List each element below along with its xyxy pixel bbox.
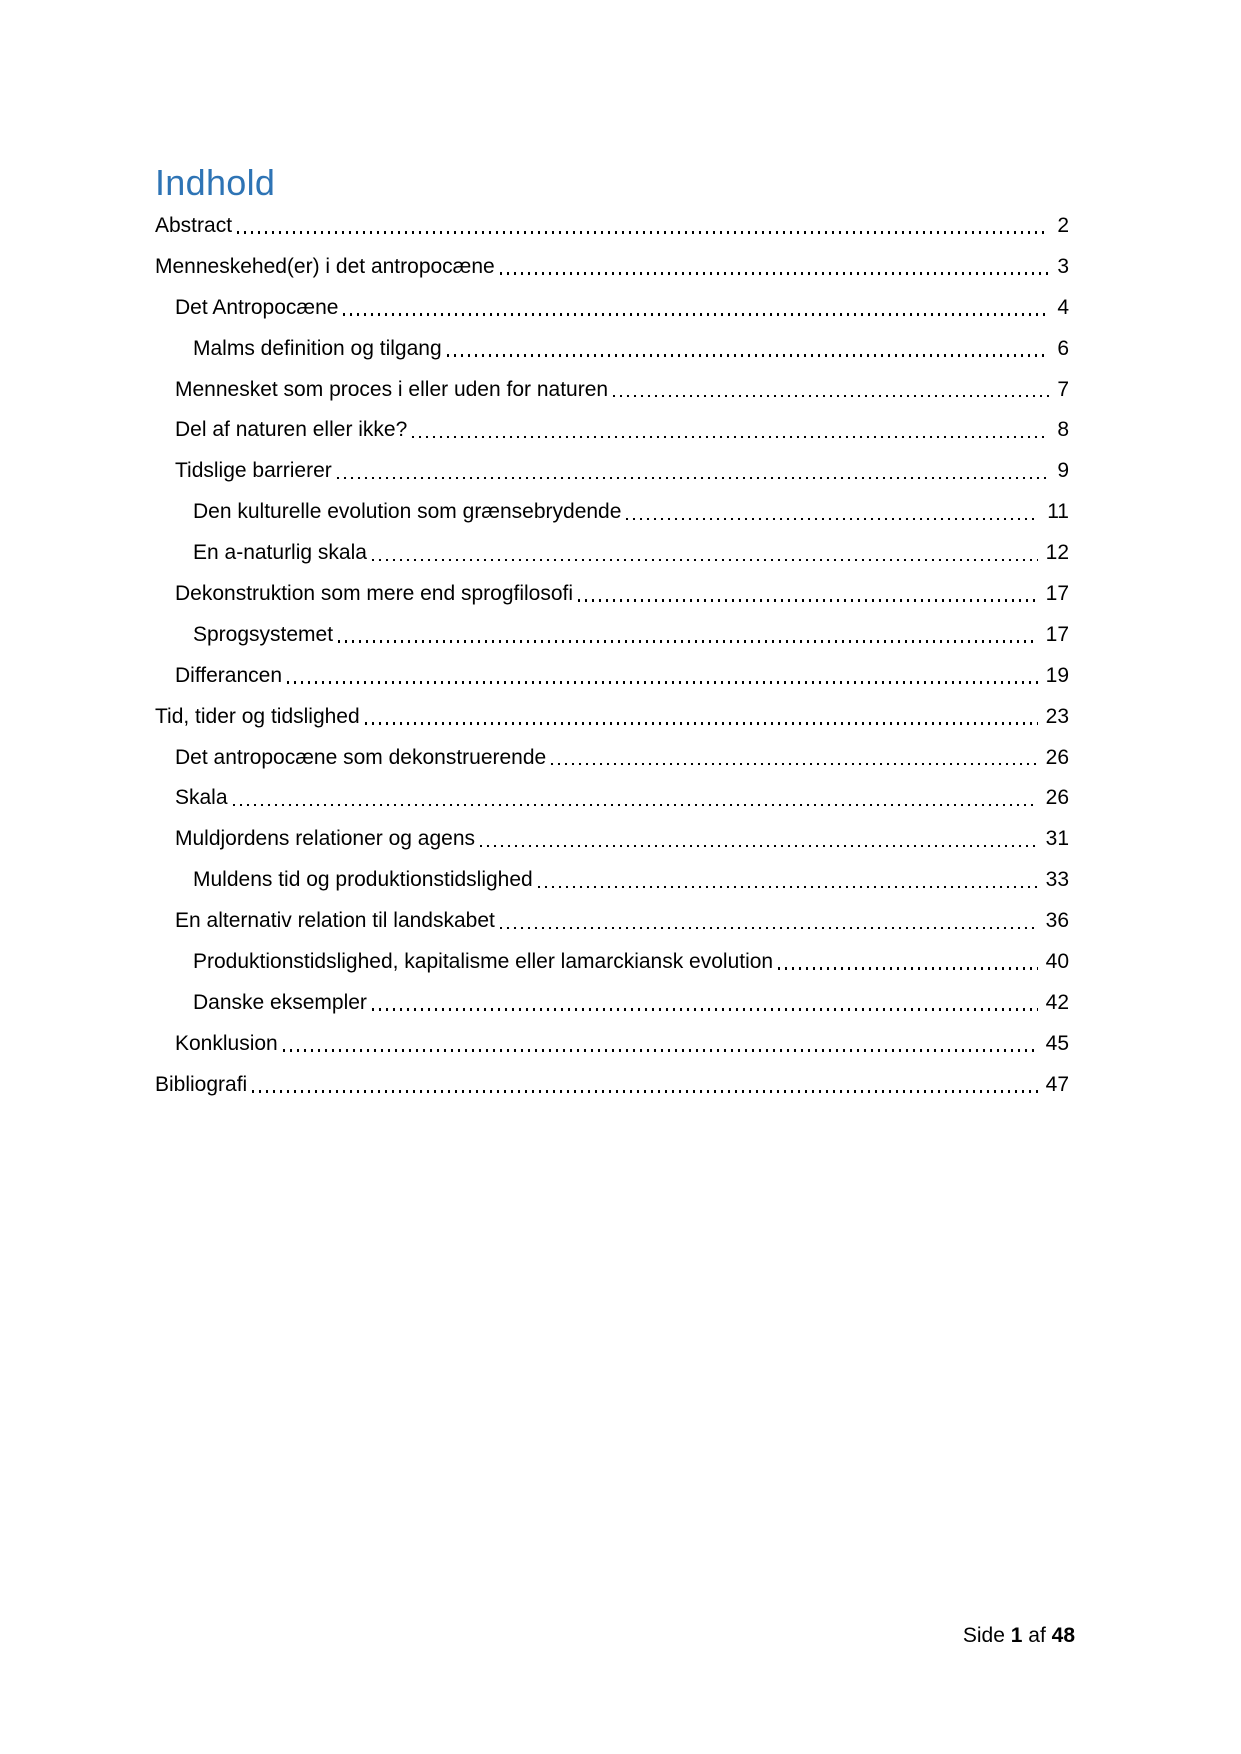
toc-entry-page: 7 [1057, 377, 1069, 401]
toc-entry[interactable] [155, 697, 1069, 738]
toc-entry[interactable] [155, 1065, 1069, 1106]
toc-entry-label: Del af naturen eller ikke? [175, 418, 408, 442]
toc-entry-label: Abstract [155, 214, 233, 237]
toc-entry[interactable] [155, 492, 1069, 533]
toc-dot-leader [626, 518, 1039, 521]
toc-entry[interactable] [155, 533, 1069, 574]
toc-entry-label: Sprogsystemet [193, 622, 334, 646]
page-footer [963, 1623, 1075, 1649]
toc-entry[interactable] [155, 206, 1069, 247]
toc-entry-page: 19 [1045, 663, 1069, 687]
toc-entry-label: Skala [175, 786, 228, 810]
toc-entry-page: 6 [1057, 336, 1069, 360]
toc-entry[interactable] [155, 983, 1069, 1024]
toc-entry-label: Konklusion [175, 1031, 278, 1055]
toc-dot-leader [500, 927, 1038, 930]
toc-entry[interactable] [155, 738, 1069, 779]
toc-entry-page: 42 [1045, 990, 1069, 1014]
toc-entry-page: 33 [1045, 868, 1069, 892]
toc-entry-label: Muldens tid og produktionstidslighed [193, 868, 533, 892]
toc-entry-label: Den kulturelle evolution som grænsebrydende [193, 500, 622, 524]
toc-entry-label: Danske eksempler [193, 990, 367, 1014]
footer-separator: af [1028, 1624, 1046, 1647]
toc-entry-label: Mennesket som proces i eller uden for naturen [175, 377, 609, 401]
toc-entry[interactable] [155, 288, 1069, 329]
toc-dot-leader [233, 804, 1038, 807]
toc-entry-label: Differancen [175, 663, 283, 687]
toc-dot-leader [500, 272, 1050, 275]
toc-entry[interactable] [155, 615, 1069, 656]
toc-entry-label: Det antropocæne som dekonstruerende [175, 745, 547, 769]
toc-dot-leader [778, 967, 1038, 970]
toc-entry[interactable] [155, 451, 1069, 492]
toc-entry-page: 9 [1057, 459, 1069, 483]
toc-entry[interactable] [155, 942, 1069, 983]
toc-dot-leader [538, 886, 1038, 889]
toc-dot-leader [365, 722, 1038, 725]
toc-entry[interactable] [155, 778, 1069, 819]
toc-entry[interactable] [155, 574, 1069, 615]
toc-heading: Indhold [155, 162, 276, 203]
toc-entry-page: 3 [1057, 254, 1069, 278]
toc-entry-page: 26 [1045, 786, 1069, 810]
toc-entry-label: En a-naturlig skala [193, 541, 367, 565]
toc-entry-label: Dekonstruktion som mere end sprogfilosofi [175, 582, 574, 606]
toc-dot-leader [480, 845, 1038, 848]
toc-dot-leader [372, 559, 1038, 562]
toc-entry-label: Muldjordens relationer og agens [175, 827, 476, 851]
toc-entry-label: Tid, tider og tidslighed [155, 704, 360, 728]
toc-dot-leader [372, 1008, 1038, 1011]
toc-dot-leader [613, 395, 1049, 398]
toc-entry-page: 45 [1045, 1031, 1069, 1055]
footer-current-page: 1 [1010, 1624, 1023, 1647]
toc-dot-leader [447, 354, 1050, 357]
toc-entry[interactable] [155, 329, 1069, 370]
toc-entry-label: Bibliografi [155, 1072, 248, 1096]
toc-entry-label: Menneskehed(er) i det antropocæne [155, 254, 495, 278]
toc-entry[interactable] [155, 410, 1069, 451]
toc-dot-leader [252, 1090, 1037, 1093]
toc-entry-page: 40 [1045, 950, 1069, 974]
toc-dot-leader [578, 599, 1038, 602]
toc-dot-leader [551, 763, 1037, 766]
toc-dot-leader [338, 640, 1038, 643]
toc-dot-leader [337, 477, 1050, 480]
toc-entry-page: 36 [1045, 909, 1069, 933]
toc-entry[interactable] [155, 1024, 1069, 1065]
footer-page-label: Side [962, 1624, 1005, 1647]
toc-entry-page: 47 [1045, 1072, 1069, 1096]
toc-entry-page: 23 [1045, 704, 1069, 728]
toc-entry-page: 31 [1045, 827, 1069, 851]
toc-entry[interactable] [155, 819, 1069, 860]
toc-entry-page: 11 [1047, 500, 1069, 524]
toc-entry[interactable] [155, 901, 1069, 942]
toc-dot-leader [283, 1049, 1038, 1052]
toc-entry-label: En alternativ relation til landskabet [175, 909, 495, 933]
toc-entry-page: 8 [1057, 418, 1069, 442]
toc-entry-label: Malms definition og tilgang [193, 336, 442, 360]
toc-dot-leader [287, 681, 1038, 684]
toc-dot-leader [343, 313, 1049, 316]
toc-entry-page: 26 [1045, 745, 1069, 769]
table-of-contents [155, 206, 1069, 1106]
toc-entry[interactable] [155, 656, 1069, 697]
toc-entry-page: 17 [1045, 622, 1069, 646]
toc-entry-page: 12 [1045, 541, 1069, 565]
toc-entry[interactable] [155, 860, 1069, 901]
toc-entry-label: Det Antropocæne [175, 295, 339, 319]
toc-entry-page: 4 [1057, 295, 1069, 319]
toc-entry-page: 17 [1045, 582, 1069, 606]
toc-entry-page: 2 [1057, 214, 1069, 237]
toc-entry[interactable] [155, 370, 1069, 411]
footer-total-pages: 48 [1051, 1624, 1075, 1647]
toc-dot-leader [412, 436, 1049, 439]
toc-entry[interactable] [155, 247, 1069, 288]
toc-entry-label: Tidslige barrierer [175, 459, 332, 483]
toc-dot-leader [237, 231, 1049, 234]
toc-entry-label: Produktionstidslighed, kapitalisme eller lamarckiansk evolution [193, 950, 774, 974]
